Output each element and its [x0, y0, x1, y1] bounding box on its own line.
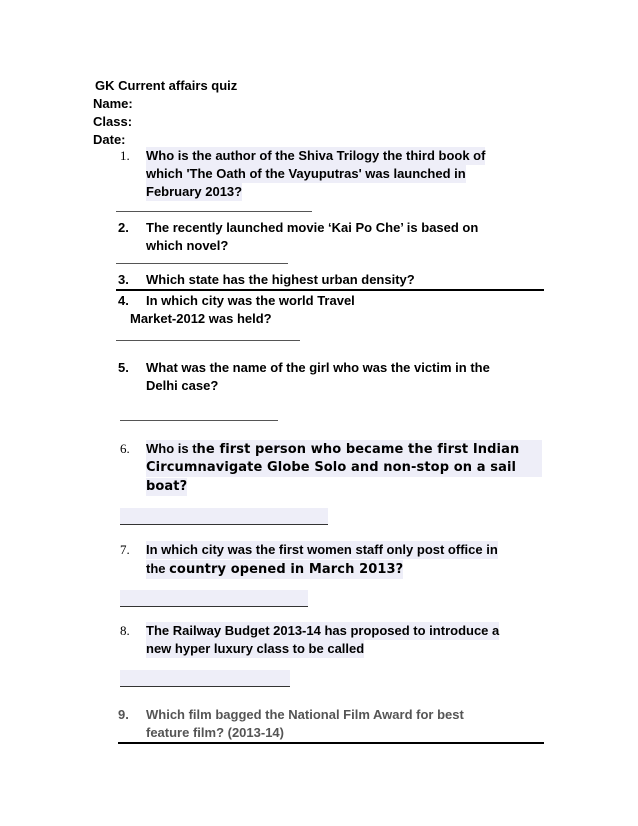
- name-label: Name:: [93, 96, 133, 111]
- question-text-line: The Railway Budget 2013-14 has proposed to introduce a: [146, 623, 500, 638]
- answer-blank: [120, 420, 278, 422]
- question-text-line: February 2013?: [146, 184, 243, 199]
- question-number: 4.: [118, 293, 129, 308]
- question-number: 7.: [120, 542, 130, 557]
- class-label: Class:: [93, 114, 133, 129]
- quiz-title: GK Current affairs quiz: [95, 78, 238, 93]
- question-text-line: [146, 440, 542, 459]
- question-text-part: the: [146, 561, 170, 576]
- question-text-line: In which city was the world Travel: [146, 293, 355, 308]
- divider-rule: [118, 742, 544, 744]
- question-text-line: Which state has the highest urban density?: [146, 272, 415, 287]
- question-text-line: boat?: [146, 479, 188, 494]
- question-text-line: which 'The Oath of the Vayuputras' was launched in: [146, 166, 466, 181]
- question-number: 3.: [118, 272, 129, 287]
- answer-blank: [116, 211, 312, 213]
- question-number: 9.: [118, 707, 129, 722]
- question-text-line: Circumnavigate Globe Solo and non-stop on a sail: [146, 459, 542, 477]
- question-number: 2.: [118, 220, 129, 235]
- question-text-line: What was the name of the girl who was the victim in the: [146, 360, 490, 375]
- answer-blank: [116, 263, 288, 265]
- question-text-line: The recently launched movie ‘Kai Po Che’ is based on: [146, 220, 479, 235]
- question-text-line: Delhi case?: [146, 378, 219, 393]
- question-number: 1.: [120, 148, 130, 163]
- question-number: 8.: [120, 623, 130, 638]
- question-text-part: he first person who became the first Indian: [196, 442, 520, 457]
- answer-blank: [120, 670, 290, 687]
- question-text-part: Who is t: [146, 441, 197, 456]
- question-text-line: In which city was the first women staff only post office in: [146, 542, 498, 557]
- question-text-line: Market-2012 was held?: [130, 311, 272, 326]
- answer-blank: [116, 340, 300, 342]
- question-text-line: [146, 560, 403, 579]
- question-text-line: Who is the author of the Shiva Trilogy the third book of: [146, 148, 486, 163]
- date-label: Date:: [93, 132, 126, 147]
- question-text-line: Which film bagged the National Film Award for best: [146, 707, 464, 722]
- question-number: 5.: [118, 360, 129, 375]
- question-text-line: feature film? (2013-14): [146, 725, 284, 740]
- question-text-line: new hyper luxury class to be called: [146, 641, 365, 656]
- question-text-line: which novel?: [146, 238, 229, 253]
- divider-rule: [116, 289, 544, 291]
- question-text-part: country opened in March 2013?: [169, 562, 404, 577]
- question-number: 6.: [120, 441, 130, 456]
- answer-blank: [120, 590, 308, 607]
- answer-blank: [120, 508, 328, 525]
